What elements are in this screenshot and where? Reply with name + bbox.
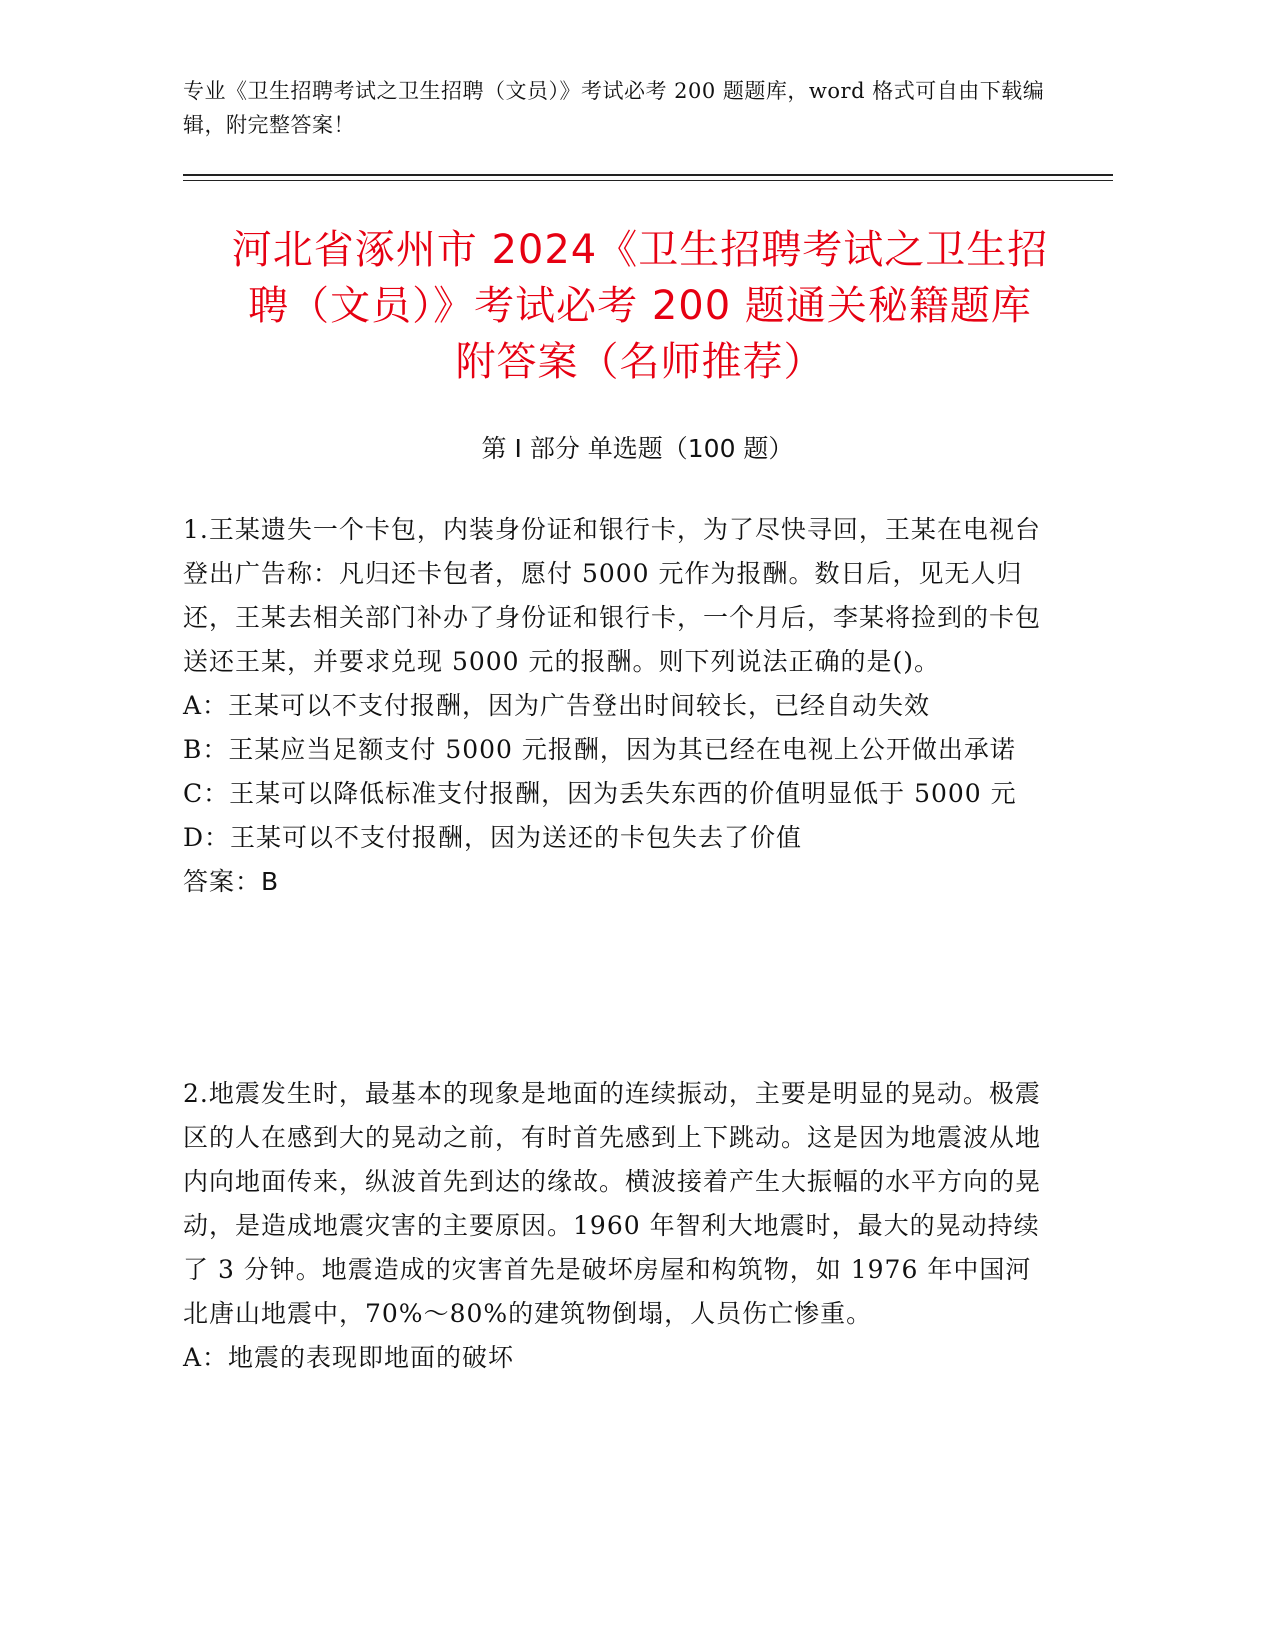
question-1-stem: 1.王某遗失一个卡包，内装身份证和银行卡，为了尽快寻回，王某在电视台登出广告称：凡归还卡包者，愿付 5000 元作为报酬。数日后，见无人归还，王某去相关部门补办了身份证和银行卡，一个月后，李某将捡到的卡包送还王某，并要求兑现 5000 元的报酬。则下列说法正确的是()。 xyxy=(183,515,1042,676)
question-1 xyxy=(183,508,1043,904)
question-1-answer: 答案：B xyxy=(183,867,280,896)
document-title-line-3: 附答案（名师推荐） xyxy=(455,339,825,385)
header-divider-thin xyxy=(183,180,1113,181)
question-1-option-c: C：王某可以降低标准支付报酬，因为丢失东西的价值明显低于 5000 元 xyxy=(183,779,1017,808)
question-2 xyxy=(183,1072,1043,1380)
question-1-option-d: D：王某可以不支付报酬，因为送还的卡包失去了价值 xyxy=(183,823,803,852)
header-note: 专业《卫生招聘考试之卫生招聘（文员）》考试必考 200 题题库，word 格式可自由下载编辑，附完整答案！ xyxy=(183,79,1045,137)
question-2-stem: 2.地震发生时，最基本的现象是地面的连续振动，主要是明显的晃动。极震区的人在感到大的晃动之前，有时首先感到上下跳动。这是因为地震波从地内向地面传来，纵波首先到达的缘故。横波接着产生大振幅的水平方向的晃动，是造成地震灾害的主要原因。1960 年智利大地震时，最大的晃动持续了 3 分钟。地震造成的灾害首先是破坏房屋和构筑物，如 1976 年中国河北唐山地震中，70%～80%的建筑物倒塌，人员伤亡惨重。 xyxy=(183,1079,1042,1328)
question-2-option-a: A：地震的表现即地面的破坏 xyxy=(183,1343,515,1372)
question-1-option-a: A：王某可以不支付报酬，因为广告登出时间较长，已经自动失效 xyxy=(183,691,931,720)
document-title-line-1: 河北省涿州市 2024《卫生招聘考试之卫生招 xyxy=(231,227,1049,273)
document-title-line-2: 聘（文员）》考试必考 200 题通关秘籍题库 xyxy=(248,283,1032,329)
document-title xyxy=(150,222,1130,390)
section-title: 第 I 部分 单选题（100 题） xyxy=(481,434,794,463)
question-1-option-b: B：王某应当足额支付 5000 元报酬，因为其已经在电视上公开做出承诺 xyxy=(183,735,1016,764)
header-divider-thick xyxy=(183,174,1113,176)
